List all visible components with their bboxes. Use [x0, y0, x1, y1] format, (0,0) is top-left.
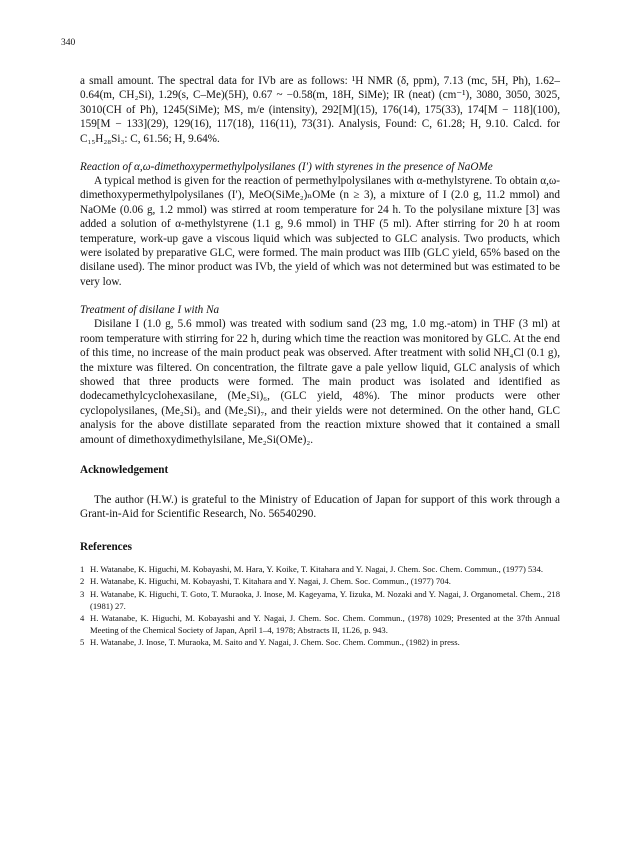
reference-text: H. Watanabe, J. Inose, T. Muraoka, M. Saito and Y. Nagai, J. Chem. Soc. Chem. Commun., (1982) in press. — [90, 637, 460, 648]
reference-text: H. Watanabe, K. Higuchi, M. Kobayashi and Y. Nagai, J. Chem. Soc. Chem. Commun., (1978) 1029; Presented at the 37th Annual Meeting of the Chemical Society of Japan, April 1–4, 1978; Abstracts II, 1L26, p. 943. — [90, 613, 560, 635]
section-heading-reaction: Reaction of α,ω-dimethoxypermethylpolysilanes (I′) with styrenes in the presence of NaOMe — [80, 161, 493, 174]
reference-item — [80, 589, 560, 612]
section-body-reaction: A typical method is given for the reaction of permethylpolysilanes with α-methylstyrene. To obtain α,ω-dimethoxypermethylpolysilanes (I′), MeO(SiMe₂)ₙOMe (n ≥ 3), a mixture of I (2.0 g, 11.2 mmol) and NaOMe (0.06 g, 1.2 mmol) was stirred at room temperature for 24 h. To the polysilane mixture [3] was added a solution of α-methylstyrene (1.1 g, 9.6 mmol) in THF (5 ml). After stirring for 20 h at room temperature, work-up gave a viscous liquid which was subjected to GLC analysis. Two products, which were isolated by preparative GLC, were formed. The main product was IIIb (GLC yield, 65% based on the disilane used). The minor product was IVb, the yield of which was not determined but was estimated to be very low. — [80, 175, 560, 288]
reference-number: 4 — [80, 613, 85, 624]
reference-text: H. Watanabe, K. Higuchi, M. Kobayashi, T. Kitahara and Y. Nagai, J. Chem. Soc. Commun., (1977) 704. — [90, 576, 451, 587]
section-body-treatment: Disilane I (1.0 g, 5.6 mmol) was treated with sodium sand (23 mg, 1.0 mg.-atom) in THF (3 ml) at room temperature with stirring for 22 h, during which time the reaction was monitored by GLC. At the end of this time, no increase of the main product peak was observed. After treatment with solid NH₄Cl (0.1 g), the mixture was filtered. On concentration, the filtrate gave a pale yellow liquid, GLC analysis of which showed that three products were formed. The main product was isolated and identified as dodecamethylcyclohexasilane, (Me₂Si)₆, (GLC yield, 48%). The minor products were other cyclopolysilanes, (Me₂Si)₅ and (Me₂Si)₇, and their yields were not determined. On the other hand, GLC analysis for the above distillate separated from the reaction mixture showed that it contained a small amount of dimethoxydimethylsilane, Me₂Si(OMe)₂. — [80, 318, 560, 446]
acknowledgement-heading: Acknowledgement — [80, 463, 169, 476]
reference-number: 5 — [80, 637, 85, 648]
spectral-data-paragraph: a small amount. The spectral data for IVb are as follows: ¹H NMR (δ, ppm), 7.13 (mc, 5H, Ph), 1.62–0.64(m, CH₂Si), 1.29(s, C–Me)(5H), 0.67 ~ −0.58(m, 18H, SiMe); IR (neat) (cm⁻¹), 3080, 3050, 3025, 3010(CH of Ph), 1245(SiMe); MS, m/e (intensity), 292[M](15), 176(14), 175(33), 174[M − 118](100), 159[M − 133](29), 129(16), 117(18), 116(11), 73(31). Analysis, Found: C, 61.28; H, 9.10. Calcd. for C₁₅H₂₈Si₃: C, 61.56; H, 9.64%. — [80, 75, 560, 145]
reference-text: H. Watanabe, K. Higuchi, M. Kobayashi, M. Hara, Y. Koike, T. Kitahara and Y. Nagai, J. Chem. Soc. Chem. Commun., (1977) 534. — [90, 563, 544, 574]
page-number: 340 — [61, 38, 76, 48]
article-body — [80, 74, 560, 650]
reference-list — [80, 564, 560, 649]
reference-text: H. Watanabe, K. Higuchi, T. Goto, T. Muraoka, J. Inose, M. Kageyama, Y. Iizuka, M. Nozaki and Y. Nagai, J. Organometal. Chem., 218 (1981) 27. — [90, 588, 560, 611]
reference-item — [80, 576, 560, 588]
section-heading-treatment: Treatment of disilane I with Na — [80, 304, 220, 317]
references-heading: References — [80, 540, 132, 553]
reference-number: 3 — [80, 588, 85, 599]
reference-item — [80, 613, 560, 636]
reference-item — [80, 564, 560, 576]
acknowledgement-text: The author (H.W.) is grateful to the Ministry of Education of Japan for support of this work through a Grant-in-Aid for Scientific Research, No. 56540290. — [80, 493, 560, 521]
reference-number: 1 — [80, 563, 85, 574]
reference-number: 2 — [80, 576, 85, 587]
reference-item — [80, 637, 560, 649]
